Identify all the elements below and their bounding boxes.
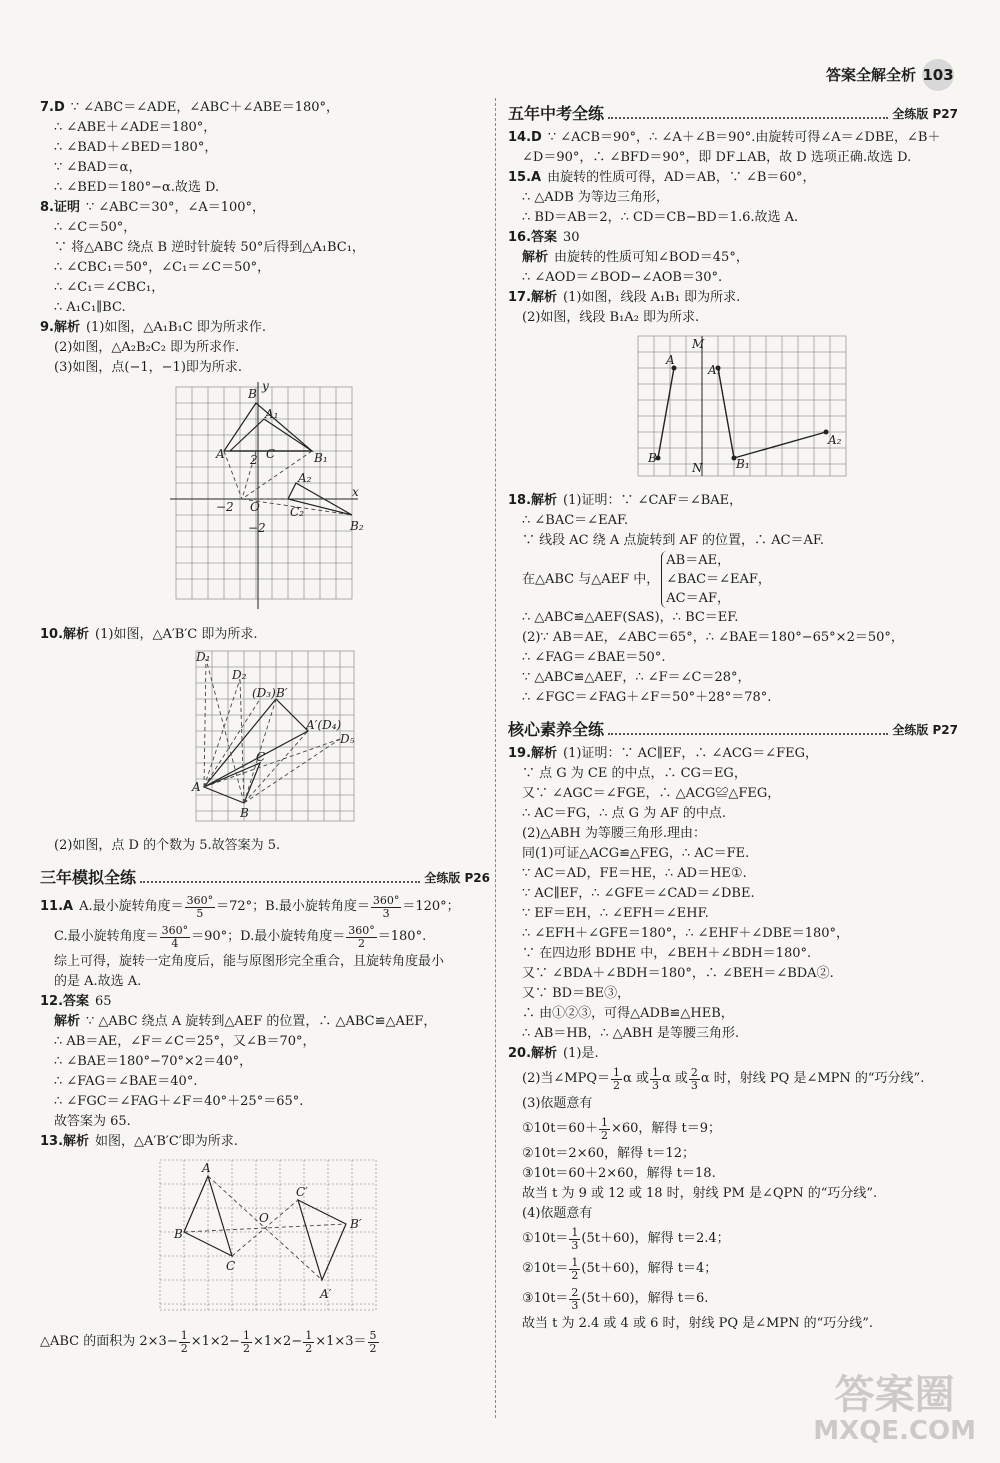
question-10: 10.解析 (1)如图，△A′B′C 即为所求. D₁ D₂ (D₃) B′ A′(D₄) D₅ C A B (2)如图，点 D 的个数为 5.故答案为 5.: [40, 625, 490, 856]
q17-grid-figure: [508, 332, 958, 480]
question-12: 12.答案 65 解析 ∵ △ABC 绕点 A 旋转到△AEF 的位置，∴ △ABC≌△AEF， ∴ AB＝AE，∠F＝∠C＝25°，又∠B＝70°， ∴ ∠BAE＝180°−70°×2＝40°， ∴ ∠FAG＝∠BAE＝40°. ∴ ∠FGC＝∠FAG＋∠F＝40°＋25°＝65°. 故答案为 65.: [40, 994, 437, 1129]
page-number: 103: [922, 59, 954, 91]
label-Bp: B′: [276, 686, 288, 700]
label-A1: A₁: [265, 407, 279, 421]
q13-grid-figure: [40, 1156, 490, 1316]
question-18: 18.解析 (1)证明：∵ ∠CAF＝∠BAE， ∴ ∠BAC＝∠EAF. ∵ 线段 AC 绕 A 点旋转到 AF 的位置，∴ AC＝AF. 在△ABC 与△AEF 中， AB＝AE， ∠BAC＝∠EAF， AC＝AF， ∴ △ABC≌△AEF(SAS)，∴ BC＝EF. (2)∵ AB＝AE，∠ABC＝65°，∴ ∠BAE＝180°−65°×2＝50°， ∴ ∠FAG＝∠BAE＝50°. ∵ △ABC≌△AEF，∴ ∠F＝∠C＝28°， ∴ ∠FGC＝∠FAG＋∠F＝50°＋28°＝78°.: [508, 493, 904, 705]
question-19: 19.解析 (1)证明：∵ AC∥EF，∴ ∠ACG＝∠FEG， ∵ 点 G 为 CE 的中点，∴ CG＝EG， 又∵ ∠AGC＝∠FGE，∴ △ACG≌△FEG， ∴ AC＝FG，∴ 点 G 为 AF 的中点. (2)△ABH 为等腰三角形.理由： 同(1)可证△ACG≌△FEG，∴ AC＝FE. ∵ AC＝AD，FE＝HE，∴ AD＝HE①. ∵ AC∥EF，∴ ∠GFE＝∠CAD＝∠DBE. ∵ EF＝EH，∴ ∠EFH＝∠EHF. ∴ ∠EFH＋∠GFE＝180°，∴ ∠EHF＋∠DBE＝180°， ∵ 在四边形 BDHE 中，∠BEH＋∠BDH＝180°. 又∵ ∠BDA＋∠BDH＝180°，∴ ∠BEH＝∠BDA②. 又∵ BD＝BE③， ∴ 由①②③，可得△ADB≌△HEB， ∴ AB＝HB，∴ △ABH 是等腰三角形.: [508, 746, 850, 1041]
question-7: 7.D ∵ ∠ABC＝∠ADE，∠ABC＋∠ABE＝180°， ∴ ∠ABE＋∠ADE＝180°， ∴ ∠BAD＋∠BED＝180°， ∵ ∠BAD＝α， ∴ ∠BED＝180°−α.故选 D.: [40, 100, 340, 195]
page-header: [826, 60, 954, 90]
label-C: C: [226, 1259, 236, 1273]
question-13: 13.解析 如图，△A′B′C′即为所求. A B C O C′ B′ A′ △ABC 的面积为 2×3− $\frac{1}{2}$ ×1×2− $\frac{1}{2}$ ×1×2− $\frac{1}{2}$ ×1×3＝ $\frac{5}{2}$: [40, 1132, 490, 1357]
label-B: B: [174, 1227, 183, 1241]
label-Cp: C′: [296, 1185, 308, 1199]
label-Ap: A′(D₄): [306, 718, 342, 732]
label-B: B: [648, 451, 657, 465]
label-N: N: [692, 461, 703, 475]
label-Bp: B′: [350, 1217, 362, 1231]
watermark: [813, 1373, 976, 1445]
section-core: 核心素养全练 全练版 P27: [508, 720, 958, 739]
right-column: [508, 98, 958, 1334]
label-Ap: A′: [320, 1287, 332, 1301]
label-A: A: [202, 1161, 211, 1175]
label-C: C: [266, 447, 276, 461]
label-B: B: [240, 806, 249, 820]
column-divider: [495, 98, 496, 1418]
label-B1: B₁: [314, 451, 328, 465]
watermark-text: 答案圈: [834, 1372, 955, 1418]
label-C2: C₂: [290, 505, 304, 519]
question-16: 16.答案 30 解析 由旋转的性质可知∠BOD＝45°， ∴ ∠AOD＝∠BOD−∠AOB＝30°.: [508, 230, 749, 285]
label-y: y: [262, 382, 269, 393]
label-O: O: [259, 1211, 269, 1225]
label-M: M: [692, 337, 705, 351]
label-B2: B₂: [350, 519, 364, 533]
tick-minus-2-y: −2: [248, 521, 266, 535]
label-D5: D₅: [340, 732, 355, 746]
label-A2: A₂: [828, 433, 842, 447]
label-x: x: [352, 485, 359, 499]
question-14: 14.D ∵ ∠ACB＝90°，∴ ∠A＋∠B＝90°.由旋转可得∠A＝∠DBE，∠B＋ ∠D＝90°，∴ ∠BFD＝90°，即 DF⊥AB，故 D 选项正确.故选 D.: [508, 130, 941, 165]
label-D2: D₂: [232, 668, 247, 682]
label-C: C: [256, 750, 266, 764]
question-8: 8.证明 ∵ ∠ABC＝30°，∠A＝100°， ∴ ∠C＝50°， ∵ 将△ABC 绕点 B 逆时针旋转 50°后得到△A₁BC₁， ∴ ∠CBC₁＝50°，∠C₁＝∠C＝50°， ∴ ∠C₁＝∠CBC₁， ∴ A₁C₁∥BC.: [40, 200, 365, 315]
tick-minus-2: −2: [216, 500, 234, 514]
label-A1: A₁: [708, 363, 722, 377]
label-B: B: [248, 387, 257, 401]
tick-2: 2: [250, 453, 258, 467]
label-A: A: [192, 780, 201, 794]
left-column: [40, 98, 490, 1357]
question-15: 15.A 由旋转的性质可得，AD＝AB，∵ ∠B＝60°， ∴ △ADB 为等边三角形， ∴ BD＝AB＝2，∴ CD＝CB−BD＝1.6.故选 A.: [508, 170, 816, 225]
q9-grid-figure: [40, 382, 490, 614]
congruence-brace: AB＝AE， ∠BAC＝∠EAF， AC＝AF，: [661, 551, 771, 608]
label-O: O: [250, 500, 260, 514]
section-five-year: 五年中考全练 全练版 P27: [508, 104, 958, 123]
label-D1: D₁: [196, 650, 211, 664]
header-title: 答案全解全析: [825, 66, 916, 84]
label-A: A: [216, 447, 225, 461]
q10-grid-figure: [40, 649, 490, 825]
question-11: 11.A A.最小旋转角度＝ $\frac{360^\circ}{5}$ ＝72°；B.最小旋转角度＝ $\frac{360^\circ}{3}$ ＝120°； C.最小旋转角度＝ $\frac{360^\circ}{4}$ ＝90°；D.最小旋转角度＝ $\frac{360^\circ}{2}$ ＝180°. 综上可得，旋转一定角度后，能与原图形完全重合，且旋转角度最小 的是 A.故选 A.: [40, 893, 460, 989]
section-three-year: 三年模拟全练 全练版 P26: [40, 868, 490, 887]
label-A2: A₂: [298, 471, 312, 485]
label-A: A: [666, 353, 675, 367]
question-20: 20.解析 (1)是. (2)当∠MPQ＝ $\frac{1}{2}$ α 或 $\frac{1}{3}$ α 或 $\frac{2}{3}$ α 时，射线 PQ 是∠MPN 的“巧分线”. (3)依题意有 ①10t＝60＋ $\frac{1}{2}$ ×60，解得 t＝9； ②10t＝2×60，解得 t＝12； ③10t＝60＋2×60，解得 t＝18. 故当 t 为 9 或 12 或 18 时，射线 PM 是∠QPN 的“巧分线”. (4)依题意有 ①10t＝ $\frac{1}{3}$ (5t＋60)，解得 t＝2.4； ②10t＝ $\frac{1}{2}$ (5t＋60)，解得 t＝4； ③10t＝ $\frac{2}{3}$ (5t＋60)，解得 t＝6. 故当 t 为 2.4 或 4 或 6 时，射线 PQ 是∠MPN 的“巧分线”.: [508, 1046, 925, 1331]
question-9: 9.解析 (1)如图，△A₁B₁C 即为所求作. (2)如图，△A₂B₂C₂ 即为所求作. (3)如图，点(−1，−1)即为所求. B A₁ A C B₁ A₂ B₂ C₂ O x y 2 −2 −2: [40, 318, 490, 625]
question-17: 17.解析 (1)如图，线段 A₁B₁ 即为所求. (2)如图，线段 B₁A₂ 即为所求. A B A₁ B₁ A₂ M N: [508, 288, 958, 491]
watermark-url: MXQE.COM: [813, 1416, 976, 1446]
label-B1: B₁: [736, 457, 750, 471]
label-D3: (D₃): [252, 686, 276, 700]
